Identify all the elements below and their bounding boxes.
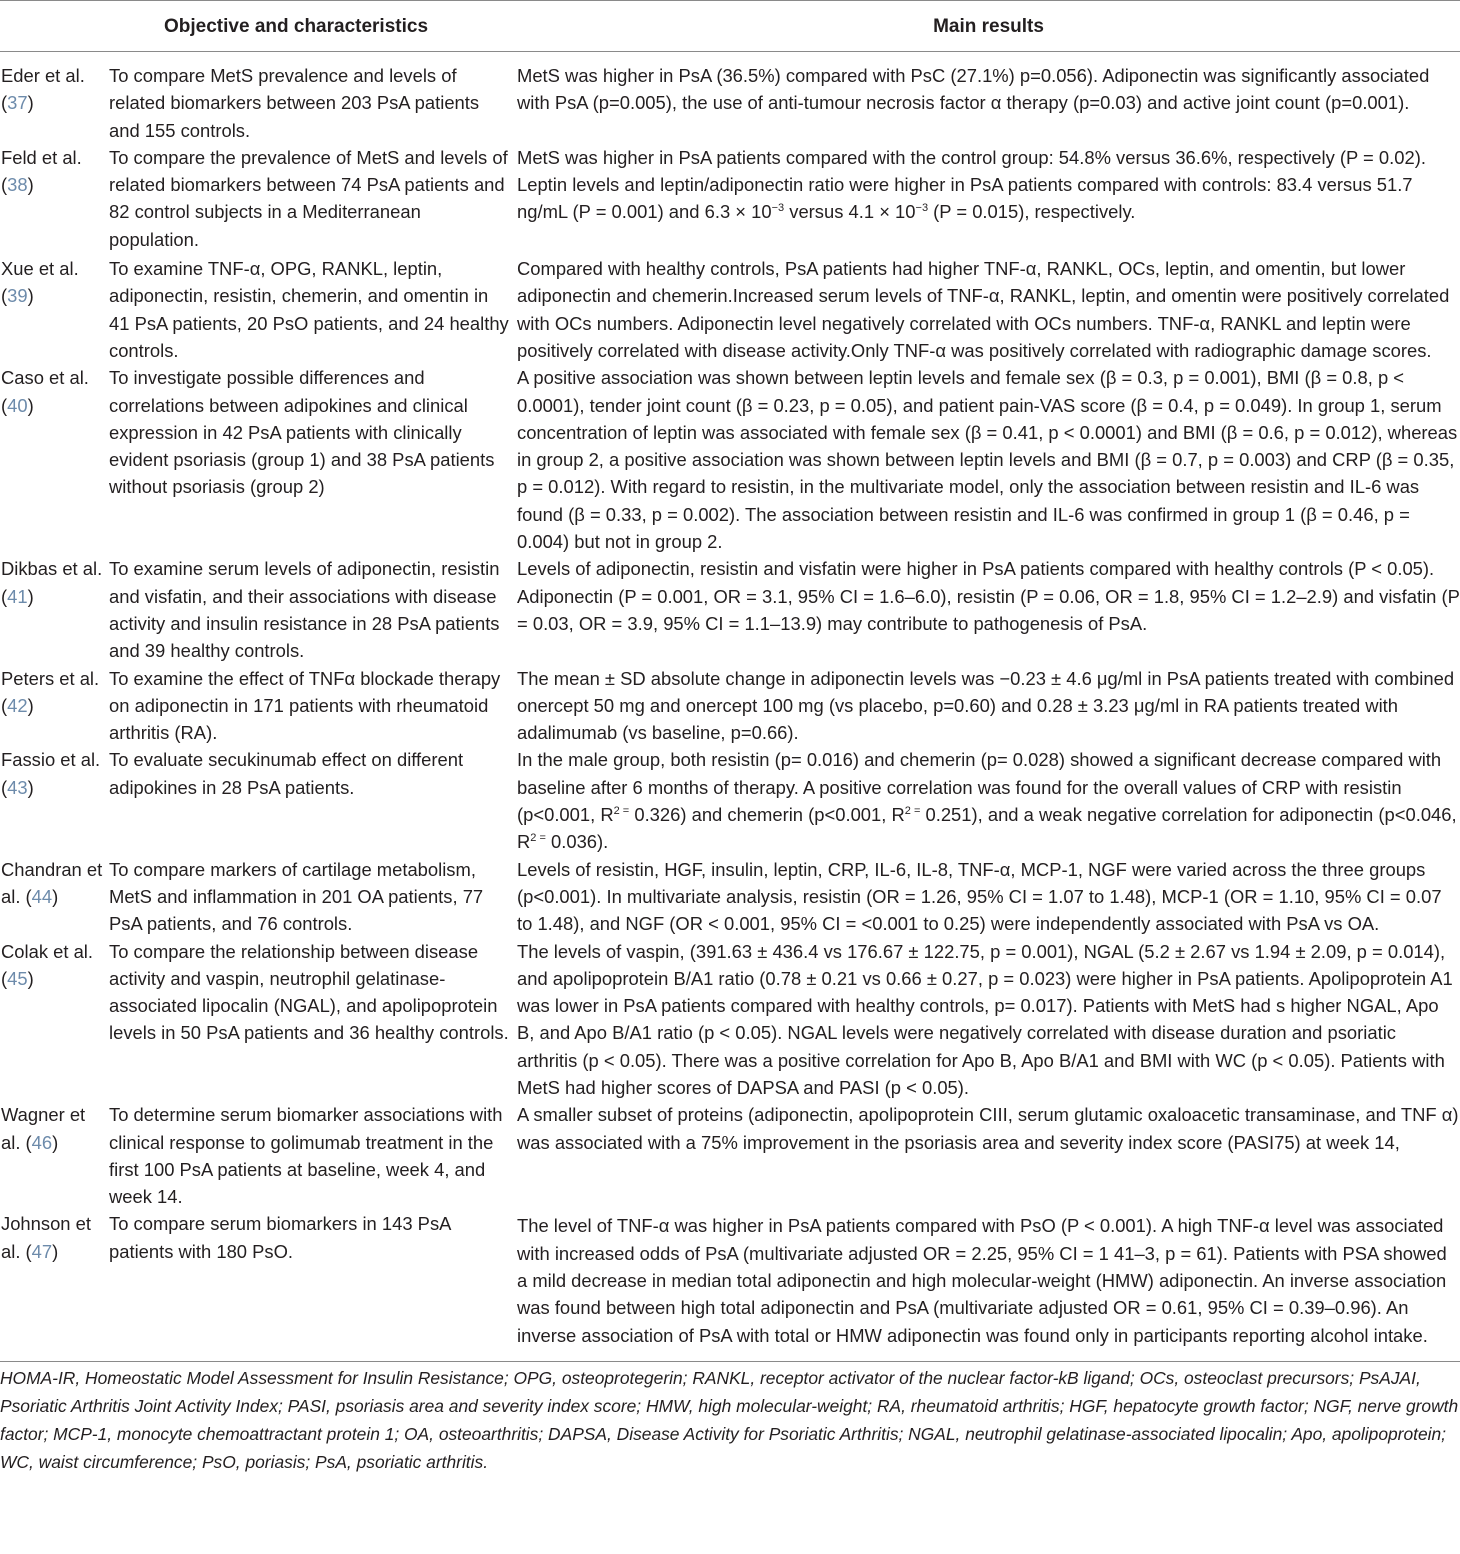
results-cell: The levels of vaspin, (391.63 ± 436.4 vs 176.67 ± 122.75, p = 0.001), NGAL (5.2 ± 2.67 vs 1.94 ± 2.09, p = 0.014), and apolipoprotein B/A1 ratio (0.78 ± 0.21 vs 0.66 ± 0.27, p = 0.023) were higher in PsA patients. Apolipoprotein A1 was lower in PsA patients compared with healthy controls, p= 0.017). Patients with MetS had s higher NGAL, Apo B, and Apo B/A1 ratio (p < 0.05). NGAL levels were negatively correlated with disease duration and psoriatic arthritis (p < 0.05). There was a positive correlation for Apo B, Apo B/A1 and BMI with WC (p < 0.05). Patients with MetS had higher scores of DAPSA and PASI (p < 0.05).: [517, 940, 1453, 1098]
study-name: Fassio et al.: [1, 749, 101, 771]
table-footnote: HOMA-IR, Homeostatic Model Assessment for Insulin Resistance; OPG, osteoprotegerin; RANKL, receptor activator of the nuclear factor-kB ligand; OCs, osteoclast precursors; PsAJAI, Psoriatic Arthritis Joint Activity Index; PASI, psoriasis area and severity index score; HMW, high molecular-weight; RA, rheumatoid arthritis; HGF, hepatocyte growth factor; NGF, nerve growth factor; MCP-1, monocyte chemoattractant protein 1; OA, osteoarthritis; DAPSA, Disease Activity for Psoriatic Arthritis; NGAL, neutrophil gelatinase-associated lipocalin; Apo, apolipoprotein; WC, waist circumference; PsO, poriasis; PsA, psoriatic arthritis.: [0, 1368, 1459, 1472]
reference-link[interactable]: 41: [7, 585, 28, 607]
results-cell: Compared with healthy controls, PsA patients had higher TNF-α, RANKL, OCs, leptin, and omentin, but lower adiponectin and chemerin.Increased serum levels of TNF-α, RANKL, leptin, and omentin were positively correlated with OCs numbers. Adiponectin level negatively correlated with OCs numbers. TNF-α, RANKL and leptin were positively correlated with disease activity.Only TNF-α was positively correlated with radiographic damage scores.: [517, 258, 1450, 361]
study-name: Caso et al.: [1, 367, 89, 389]
superscript: 2 =: [613, 805, 630, 818]
results-text: MetS was higher in PsA patients compared with the control group: 54.8% versus 36.6%, respectively (P = 0.02). Leptin levels and leptin/adiponectin ratio were higher in PsA patients compared with controls: 83.4 versus 51.7 ng/mL (P = 0.001) and 6.3 × 10: [517, 146, 1426, 223]
table-row: [0, 52, 1460, 144]
table-row: [0, 856, 1460, 938]
objective-cell: To compare markers of cartilage metabolism, MetS and inflammation in 201 OA patients, 77 PsA patients, and 76 controls.: [109, 858, 484, 935]
table-row: [0, 555, 1460, 664]
objective-cell: To compare serum biomarkers in 143 PsA patients with 180 PsO.: [109, 1210, 517, 1361]
superscript: −3: [771, 202, 785, 215]
results-cell: A smaller subset of proteins (adiponectin, apolipoprotein CIII, serum glutamic oxaloacetic transaminase, and TNF α) was associated with a 75% improvement in the psoriasis area and severity index score (PASI75) at week 14,: [517, 1104, 1459, 1153]
study-name: Xue et al.: [1, 258, 79, 280]
study-name: Wagner et al.: [1, 1104, 86, 1153]
study-name: Dikbas et al.: [1, 558, 103, 580]
table-row: [0, 746, 1460, 855]
objective-cell: To compare the prevalence of MetS and levels of related biomarkers between 74 PsA patients and 82 control subjects in a Mediterranean population.: [109, 146, 508, 250]
results-cell: [517, 144, 1460, 253]
reference-link[interactable]: 44: [31, 885, 53, 907]
table-row: [0, 1210, 1460, 1361]
results-cell: Levels of adiponectin, resistin and visfatin were higher in PsA patients compared with healthy controls (P < 0.05). Adiponectin (P = 0.001, OR = 3.1, 95% CI = 1.6–6.0), resistin (P = 0.06, OR = 1.8, 95% CI = 1.2–2.9) and visfatin (P = 0.03, OR = 3.9, 95% CI = 1.1–13.9) may contribute to pathogenesis of PsA.: [517, 558, 1460, 634]
reference-link[interactable]: 46: [31, 1131, 53, 1153]
table-header: [0, 1, 1460, 52]
study-cell: Caso et al. (40): [1, 367, 89, 416]
results-text: In the male group, both resistin (p= 0.016) and chemerin (p= 0.028) showed a significant decrease compared with baseline after 6 months of therapy. A positive correlation was found for the overall values of CRP with resistin (p<0.001, R: [517, 749, 1442, 826]
header-objective: Objective and characteristics: [109, 1, 517, 52]
header-empty: [0, 1, 109, 52]
table-row: [0, 364, 1460, 555]
objective-cell: To evaluate secukinumab effect on different adipokines in 28 PsA patients.: [109, 749, 464, 798]
objective-cell: To compare the relationship between disease activity and vaspin, neutrophil gelatinase-associated lipocalin (NGAL), and apolipoprotein levels in 50 PsA patients and 36 healthy controls.: [109, 940, 509, 1044]
results-cell: The level of TNF-α was higher in PsA patients compared with PsO (P < 0.001). A high TNF-α level was associated with increased odds of PsA (multivariate adjusted OR = 2.25, 95% CI = 1 41–3, p = 61). Patients with PSA showed a mild decrease in median total adiponectin and high molecular-weight (HMW) adiponectin. An inverse association was found between high total adiponectin and PsA (multivariate adjusted OR = 0.61, 95% CI = 0.39–0.96). An inverse association of PsA with total or HMW adiponectin was found only in participants reporting alcohol intake.: [517, 1210, 1460, 1361]
study-name: Colak et al.: [1, 940, 93, 962]
results-cell: A positive association was shown between leptin levels and female sex (β = 0.3, p = 0.001), BMI (β = 0.8, p < 0.0001), tender joint count (β = 0.23, p = 0.05), and patient pain-VAS score (β = 0.4, p = 0.049). In group 1, serum concentration of leptin was associated with female sex (β = 0.41, p < 0.0001) and BMI (β = 0.6, p = 0.012), whereas in group 2, a positive association was shown between leptin levels and BMI (β = 0.7, p = 0.003) and CRP (β = 0.35, p = 0.012). With regard to resistin, in the multivariate model, only the association between resistin and IL-6 was found (β = 0.33, p = 0.002). The association between resistin and IL-6 was confirmed in group 1 (β = 0.46, p = 0.004) but not in group 2.: [517, 367, 1458, 553]
objective-cell: To investigate possible differences and correlations between adipokines and clinical expression in 42 PsA patients with clinically evident psoriasis (group 1) and 38 PsA patients without psoriasis (group 2): [109, 367, 495, 498]
table-row: [0, 665, 1460, 747]
results-text: 0.036).: [545, 831, 609, 853]
study-name: Feld et al.: [1, 146, 82, 168]
reference-link[interactable]: 37: [7, 92, 28, 114]
results-text: (P = 0.015), respectively.: [928, 201, 1136, 223]
table-row: [0, 144, 1460, 253]
study-name: Chandran et al.: [1, 858, 103, 907]
table-body: [0, 52, 1460, 1362]
study-cell: Feld et al. (38): [1, 146, 82, 196]
results-text: 0.251), and a weak negative correlation for adiponectin (p<0.046, R: [517, 804, 1457, 853]
study-name: Peters et al.: [1, 667, 100, 689]
results-cell: MetS was higher in PsA (36.5%) compared with PsC (27.1%) p=0.056). Adiponectin was significantly associated with PsA (p=0.005), the use of anti-tumour necrosis factor α therapy (p=0.03) and active joint count (p=0.001).: [517, 65, 1430, 114]
reference-link[interactable]: 40: [7, 394, 28, 416]
study-name: Eder et al.: [1, 65, 85, 86]
study-cell: Eder et al. (37): [1, 65, 85, 114]
table-row: [0, 1101, 1460, 1210]
results-cell: The mean ± SD absolute change in adiponectin levels was −0.23 ± 4.6 μg/ml in PsA patients treated with combined onercept 50 mg and onercept 100 mg (vs placebo, p=0.60) and 0.28 ± 3.23 μg/ml in RA patients treated with adalimumab (vs baseline, p=0.66).: [517, 667, 1455, 744]
objective-cell: To examine the effect of TNFα blockade therapy on adiponectin in 171 patients with rheumatoid arthritis (RA).: [109, 667, 501, 744]
results-cell: Levels of resistin, HGF, insulin, leptin, CRP, IL-6, IL-8, TNF-α, MCP-1, NGF were varied across the three groups (p<0.001). In multivariate analysis, resistin (OR = 1.26, 95% CI = 1.07 to 1.48), MCP-1 (OR = 1.10, 95% CI = 0.07 to 1.48), and NGF (OR < 0.001, 95% CI = <0.001 to 0.25) were independently associated with PsA vs OA.: [517, 858, 1442, 935]
study-cell: Colak et al. (45): [1, 940, 93, 989]
reference-link[interactable]: 47: [31, 1240, 53, 1262]
reference-link[interactable]: 39: [7, 285, 28, 307]
table-row: [0, 938, 1460, 1102]
objective-cell: To examine serum levels of adiponectin, resistin and visfatin, and their associations with disease activity and insulin resistance in 28 PsA patients and 39 healthy controls.: [109, 558, 500, 662]
study-cell: Johnson et al. (47): [0, 1210, 109, 1361]
reference-link[interactable]: 38: [7, 174, 28, 196]
reference-link[interactable]: 42: [7, 694, 28, 716]
table-row: [0, 253, 1460, 364]
reference-link[interactable]: 43: [7, 776, 28, 798]
header-results: Main results: [517, 1, 1460, 52]
superscript: 2 =: [530, 832, 546, 845]
superscript: 2 =: [904, 805, 921, 818]
study-cell: Dikbas et al. (41): [1, 558, 103, 607]
reference-link[interactable]: 45: [7, 967, 28, 989]
study-cell: Fassio et al. (43): [1, 749, 101, 798]
study-name: Johnson et al.: [1, 1213, 91, 1262]
objective-cell: To examine TNF-α, OPG, RANKL, leptin, adiponectin, resistin, chemerin, and omentin in 41 PsA patients, 20 PsO patients, and 24 healthy controls.: [109, 258, 509, 361]
results-text: 0.326) and chemerin (p<0.001, R: [629, 804, 905, 826]
objective-cell: To compare MetS prevalence and levels of related biomarkers between 203 PsA patients and 155 controls.: [109, 65, 480, 141]
study-cell: Wagner et al. (46): [1, 1104, 86, 1153]
objective-cell: To determine serum biomarker associations with clinical response to golimumab treatment in the first 100 PsA patients at baseline, week 4, and week 14.: [109, 1104, 503, 1208]
study-cell: Peters et al. (42): [1, 667, 100, 716]
results-cell: [517, 746, 1460, 855]
results-text: versus 4.1 × 10: [784, 201, 916, 223]
study-cell: Xue et al. (39): [1, 258, 79, 307]
superscript: −3: [915, 202, 929, 215]
study-cell: Chandran et al. (44): [1, 858, 103, 907]
